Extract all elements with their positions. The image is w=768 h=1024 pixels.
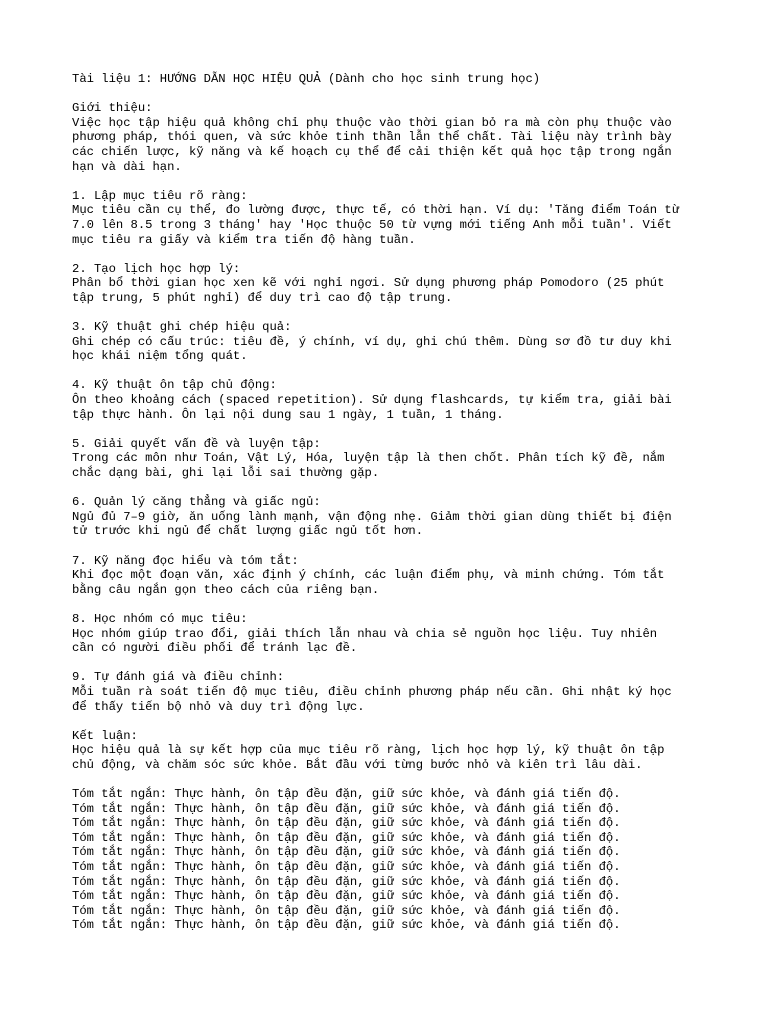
spacer	[72, 656, 696, 671]
section-line: để thấy tiến bộ nhỏ và duy trì động lực.	[72, 699, 365, 714]
conclusion-line: chủ động, và chăm sóc sức khỏe. Bắt đầu với từng bước nhỏ và kiên trì lâu dài.	[72, 757, 643, 772]
conclusion-line: Học hiệu quả là sự kết hợp của mục tiêu rõ ràng, lịch học hợp lý, kỹ thuật ôn tập	[72, 743, 665, 758]
section-heading: 3. Kỹ thuật ghi chép hiệu quả:	[72, 320, 292, 335]
document-page	[72, 72, 696, 933]
section-line: Khi đọc một đoạn văn, xác định ý chính, các luận điểm phụ, và minh chứng. Tóm tắt	[72, 568, 665, 583]
spacer	[72, 364, 696, 379]
summary-line: Tóm tắt ngắn: Thực hành, ôn tập đều đặn, giữ sức khỏe, và đánh giá tiến độ.	[72, 787, 621, 802]
section-line: tập trung, 5 phút nghỉ) để duy trì cao độ tập trung.	[72, 290, 453, 305]
section-heading: 1. Lập mục tiêu rõ ràng:	[72, 188, 248, 203]
summary-line: Tóm tắt ngắn: Thực hành, ôn tập đều đặn, giữ sức khỏe, và đánh giá tiến độ.	[72, 918, 621, 933]
conclusion-heading: Kết luận:	[72, 728, 138, 743]
intro-block	[72, 101, 696, 174]
spacer	[72, 87, 696, 102]
section-9	[72, 670, 696, 714]
section-line: Trong các môn như Toán, Vật Lý, Hóa, luyện tập là then chốt. Phân tích kỹ đề, nắm	[72, 451, 665, 466]
section-5	[72, 437, 696, 481]
section-line: Mỗi tuần rà soát tiến độ mục tiêu, điều chỉnh phương pháp nếu cần. Ghi nhật ký học	[72, 684, 672, 699]
intro-line: hạn và dài hạn.	[72, 159, 182, 174]
section-heading: 7. Kỹ năng đọc hiểu và tóm tắt:	[72, 553, 299, 568]
summary-line: Tóm tắt ngắn: Thực hành, ôn tập đều đặn, giữ sức khỏe, và đánh giá tiến độ.	[72, 860, 621, 875]
conclusion-block	[72, 729, 696, 773]
summary-line: Tóm tắt ngắn: Thực hành, ôn tập đều đặn, giữ sức khỏe, và đánh giá tiến độ.	[72, 845, 621, 860]
section-heading: 2. Tạo lịch học hợp lý:	[72, 261, 241, 276]
spacer	[72, 539, 696, 554]
summary-block	[72, 787, 696, 933]
summary-line: Tóm tắt ngắn: Thực hành, ôn tập đều đặn, giữ sức khỏe, và đánh giá tiến độ.	[72, 816, 621, 831]
summary-line: Tóm tắt ngắn: Thực hành, ôn tập đều đặn, giữ sức khỏe, và đánh giá tiến độ.	[72, 903, 621, 918]
intro-heading: Giới thiệu:	[72, 101, 153, 116]
summary-line: Tóm tắt ngắn: Thực hành, ôn tập đều đặn, giữ sức khỏe, và đánh giá tiến độ.	[72, 801, 621, 816]
section-line: Ngủ đủ 7–9 giờ, ăn uống lành mạnh, vận động nhẹ. Giảm thời gian dùng thiết bị điện	[72, 509, 672, 524]
section-line: cần có người điều phối để tránh lạc đề.	[72, 641, 358, 656]
section-heading: 8. Học nhóm có mục tiêu:	[72, 611, 248, 626]
section-heading: 5. Giải quyết vấn đề và luyện tập:	[72, 436, 321, 451]
section-line: mục tiêu ra giấy và kiểm tra tiến độ hàng tuần.	[72, 232, 416, 247]
section-line: Phân bổ thời gian học xen kẽ với nghỉ ngơi. Sử dụng phương pháp Pomodoro (25 phút	[72, 276, 665, 291]
spacer	[72, 174, 696, 189]
document-title: Tài liệu 1: HƯỚNG DẪN HỌC HIỆU QUẢ (Dành cho học sinh trung học)	[72, 72, 541, 86]
intro-line: phương pháp, thói quen, và sức khỏe tinh thần lẫn thể chất. Tài liệu này trình bày	[72, 130, 672, 145]
section-6	[72, 495, 696, 539]
section-line: học khái niệm tổng quát.	[72, 349, 248, 364]
summary-line: Tóm tắt ngắn: Thực hành, ôn tập đều đặn, giữ sức khỏe, và đánh giá tiến độ.	[72, 889, 621, 904]
spacer	[72, 773, 696, 788]
section-1	[72, 189, 696, 247]
intro-line: Việc học tập hiệu quả không chỉ phụ thuộc vào thời gian bỏ ra mà còn phụ thuộc vào	[72, 115, 672, 130]
section-2	[72, 262, 696, 306]
spacer	[72, 306, 696, 321]
spacer	[72, 714, 696, 729]
section-line: tập thực hành. Ôn lại nội dung sau 1 ngày, 1 tuần, 1 tháng.	[72, 407, 504, 422]
section-line: Mục tiêu cần cụ thể, đo lường được, thực tế, có thời hạn. Ví dụ: 'Tăng điểm Toán từ	[72, 203, 680, 218]
section-line: 7.0 lên 8.5 trong 3 tháng' hay 'Học thuộc 50 từ vựng mới tiếng Anh mỗi tuần'. Viết	[72, 217, 672, 232]
section-7	[72, 554, 696, 598]
spacer	[72, 597, 696, 612]
summary-line: Tóm tắt ngắn: Thực hành, ôn tập đều đặn, giữ sức khỏe, và đánh giá tiến độ.	[72, 830, 621, 845]
section-line: chắc dạng bài, ghi lại lỗi sai thường gặp.	[72, 466, 380, 481]
section-4	[72, 378, 696, 422]
section-heading: 6. Quản lý căng thẳng và giấc ngủ:	[72, 495, 321, 510]
section-heading: 4. Kỹ thuật ôn tập chủ động:	[72, 378, 277, 393]
spacer	[72, 481, 696, 496]
summary-line: Tóm tắt ngắn: Thực hành, ôn tập đều đặn, giữ sức khỏe, và đánh giá tiến độ.	[72, 874, 621, 889]
section-3	[72, 320, 696, 364]
section-heading: 9. Tự đánh giá và điều chỉnh:	[72, 670, 285, 685]
section-line: Ghi chép có cấu trúc: tiêu đề, ý chính, ví dụ, ghi chú thêm. Dùng sơ đồ tư duy khi	[72, 334, 672, 349]
section-line: Học nhóm giúp trao đổi, giải thích lẫn nhau và chia sẻ nguồn học liệu. Tuy nhiên	[72, 626, 658, 641]
section-line: tử trước khi ngủ để chất lượng giấc ngủ tốt hơn.	[72, 524, 424, 539]
section-line: Ôn theo khoảng cách (spaced repetition). Sử dụng flashcards, tự kiểm tra, giải bài	[72, 393, 672, 408]
intro-line: các chiến lược, kỹ năng và kế hoạch cụ thể để cải thiện kết quả học tập trong ngắn	[72, 144, 672, 159]
spacer	[72, 247, 696, 262]
section-line: bằng câu ngắn gọn theo cách của riêng bạn.	[72, 582, 380, 597]
spacer	[72, 422, 696, 437]
section-8	[72, 612, 696, 656]
